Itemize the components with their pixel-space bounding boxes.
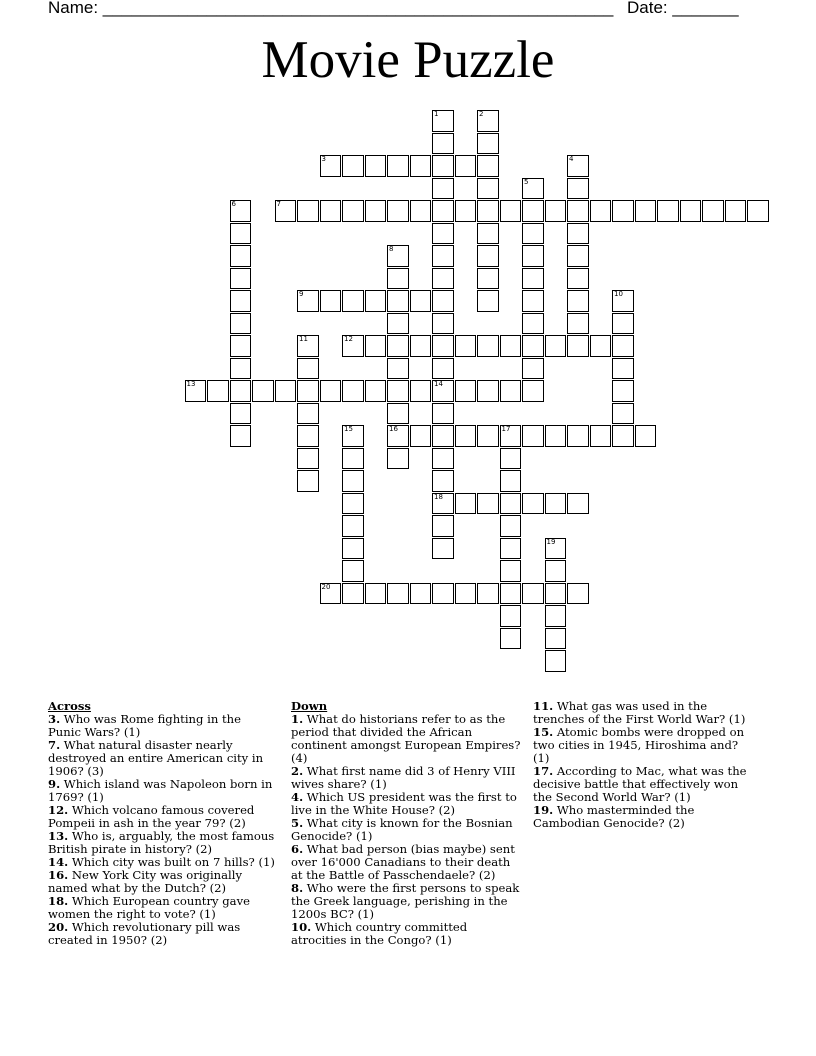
grid-cell[interactable] [522,200,544,222]
grid-cell[interactable] [365,583,387,605]
grid-cell[interactable] [567,313,589,335]
grid-cell[interactable] [297,380,319,402]
grid-cell[interactable] [275,380,297,402]
grid-cell[interactable] [500,628,522,650]
grid-cell[interactable] [477,493,499,515]
grid-cell[interactable] [387,583,409,605]
across-heading: Across [48,699,91,713]
grid-cell[interactable] [410,380,432,402]
grid-cell[interactable] [432,313,454,335]
grid-cell[interactable] [342,200,364,222]
grid-cell[interactable] [477,380,499,402]
clue-item [48,869,276,895]
grid-cell[interactable] [567,493,589,515]
down-clue-list [291,713,523,947]
grid-cell[interactable] [387,268,409,290]
clue-item-text: What do historians refer to as the period that divided the African continent amongst European Empires? (4) [291,712,521,765]
grid-cell[interactable] [230,380,252,402]
clue-item [533,804,758,830]
clue-item-text: Which revolutionary pill was created in 1950? (2) [48,920,241,947]
clue-item-text: New York City was originally named what by the Dutch? (2) [48,868,242,895]
grid-cell[interactable] [545,200,567,222]
grid-cell[interactable] [522,425,544,447]
grid-cell[interactable] [432,155,454,177]
clue-item-text: What bad person (bias maybe) sent over 16'000 Canadians to their death at the Battle of Passchendaele? (2) [291,842,515,882]
clue-number: 17 [501,425,511,433]
clue-item [291,791,523,817]
clue-number: 19 [546,537,556,546]
grid-cell[interactable] [342,155,364,177]
grid-cell[interactable] [567,223,589,245]
grid-cell[interactable] [612,425,634,447]
grid-cell[interactable] [387,425,409,447]
grid-cell[interactable] [432,380,454,402]
clue-item [533,700,758,726]
clue-item [48,739,276,778]
grid-cell[interactable] [500,538,522,560]
grid-cell[interactable] [612,335,634,357]
grid-cell[interactable] [320,380,342,402]
clue-item-text: Which European country gave women the right to vote? (1) [48,894,250,921]
clue-number: 5 [524,177,529,186]
clue-item-text: What natural disaster nearly destroyed an entire American city in 1906? (3) [48,738,264,778]
grid-cell[interactable] [387,358,409,380]
grid-cell[interactable] [545,538,567,560]
grid-cell[interactable] [522,493,544,515]
grid-cell[interactable] [230,290,252,312]
clue-number: 16 [389,425,398,433]
clue-item-text: Atomic bombs were dropped on two cities in 1945, Hiroshima and? (1) [533,725,745,765]
grid-cell[interactable] [230,313,252,335]
grid-cell[interactable] [567,335,589,357]
clue-item-number: 3. [48,712,61,726]
grid-cell[interactable] [432,110,454,132]
grid-cell[interactable] [252,380,274,402]
grid-cell[interactable] [500,200,522,222]
grid-cell[interactable] [387,155,409,177]
grid-cell[interactable] [432,403,454,425]
clue-item-text: Which US president was the first to live in the White House? (2) [291,790,517,817]
grid-cell[interactable] [477,155,499,177]
grid-cell[interactable] [477,133,499,155]
date-field-label: Date: _______ [627,0,739,17]
clue-number: 11 [299,335,308,343]
clue-item-text: What gas was used in the trenches of the First World War? (1) [533,699,746,726]
clue-number: 15 [344,425,353,433]
grid-cell[interactable] [702,200,724,222]
grid-cell[interactable] [432,133,454,155]
grid-cell[interactable] [432,493,454,515]
clue-item [533,726,758,765]
grid-cell[interactable] [567,200,589,222]
grid-cell[interactable] [590,335,612,357]
grid-cell[interactable] [612,290,634,312]
grid-cell[interactable] [410,425,432,447]
clue-number: 14 [434,380,443,388]
clue-item-text: Which city was built on 7 hills? (1) [68,855,275,869]
clue-number: 2 [479,110,484,118]
clue-item-text: Which volcano famous covered Pompeii in ash in the year 79? (2) [48,803,255,830]
clue-item-number: 8. [291,881,304,895]
grid-cell[interactable] [342,538,364,560]
grid-cell[interactable] [342,335,364,357]
grid-cell[interactable] [432,448,454,470]
grid-cell[interactable] [567,290,589,312]
clue-number: 9 [299,290,304,298]
grid-cell[interactable] [477,290,499,312]
grid-cell[interactable] [230,403,252,425]
grid-cell[interactable] [320,155,342,177]
grid-cell[interactable] [432,538,454,560]
grid-cell[interactable] [185,380,207,402]
clue-item-number: 17. [533,764,554,778]
grid-cell[interactable] [612,358,634,380]
grid-cell[interactable] [455,380,477,402]
grid-cell[interactable] [612,313,634,335]
grid-cell[interactable] [432,515,454,537]
clue-item-text: Who was Rome fighting in the Punic Wars? (1) [48,712,241,739]
grid-cell[interactable] [297,403,319,425]
grid-cell[interactable] [275,200,297,222]
clue-item [291,713,523,765]
clue-item [48,778,276,804]
clue-item-number: 9. [48,777,61,791]
clue-item [291,765,523,791]
grid-cell[interactable] [522,290,544,312]
clue-number: 12 [344,335,353,343]
grid-cell[interactable] [342,290,364,312]
clue-item-text: What city is known for the Bosnian Genocide? (1) [291,816,513,843]
grid-cell[interactable] [590,200,612,222]
clue-item-text: Which island was Napoleon born in 1769? (1) [48,777,273,804]
grid-cell[interactable] [522,178,544,200]
grid-cell[interactable] [612,200,634,222]
grid-cell[interactable] [320,200,342,222]
clue-item-number: 4. [291,790,304,804]
grid-cell[interactable] [545,628,567,650]
grid-cell[interactable] [432,200,454,222]
grid-cell[interactable] [567,583,589,605]
grid-cell[interactable] [680,200,702,222]
grid-cell[interactable] [477,268,499,290]
grid-cell[interactable] [477,110,499,132]
clue-item-number: 20. [48,920,69,934]
grid-cell[interactable] [522,223,544,245]
clue-item [48,895,276,921]
grid-cell[interactable] [342,493,364,515]
grid-cell[interactable] [567,155,589,177]
grid-cell[interactable] [342,470,364,492]
grid-cell[interactable] [567,268,589,290]
grid-cell[interactable] [342,583,364,605]
grid-cell[interactable] [545,650,567,672]
grid-cell[interactable] [230,425,252,447]
grid-cell[interactable] [387,245,409,267]
clue-item [291,817,523,843]
clue-item [291,921,523,947]
grid-cell[interactable] [545,335,567,357]
grid-cell[interactable] [320,290,342,312]
grid-cell[interactable] [455,425,477,447]
grid-cell[interactable] [612,403,634,425]
grid-cell[interactable] [365,380,387,402]
clue-item-number: 6. [291,842,304,856]
grid-cell[interactable] [545,583,567,605]
grid-cell[interactable] [342,380,364,402]
grid-cell[interactable] [567,178,589,200]
grid-cell[interactable] [567,425,589,447]
clue-item-text: According to Mac, what was the decisive battle that effectively won the Second World War? (1) [533,764,747,804]
grid-cell[interactable] [545,605,567,627]
name-field-label: Name: ______________________________________________________ [48,0,614,17]
grid-cell[interactable] [500,380,522,402]
grid-cell[interactable] [410,200,432,222]
grid-cell[interactable] [500,448,522,470]
grid-cell[interactable] [365,335,387,357]
grid-cell[interactable] [477,178,499,200]
grid-cell[interactable] [612,380,634,402]
page-title: Movie Puzzle [261,31,555,89]
clue-item [48,804,276,830]
clue-item [291,882,523,921]
down-heading: Down [291,699,328,713]
grid-cell[interactable] [297,358,319,380]
clue-number: 20 [321,582,331,591]
grid-cell[interactable] [432,335,454,357]
grid-cell[interactable] [365,200,387,222]
grid-cell[interactable] [387,403,409,425]
grid-cell[interactable] [477,223,499,245]
grid-cell[interactable] [387,380,409,402]
grid-cell[interactable] [320,583,342,605]
clue-item-number: 1. [291,712,304,726]
grid-cell[interactable] [455,200,477,222]
grid-cell[interactable] [432,425,454,447]
grid-cell[interactable] [477,245,499,267]
grid-cell[interactable] [342,448,364,470]
clue-item-number: 15. [533,725,554,739]
clue-number: 13 [186,380,196,388]
clue-item-number: 16. [48,868,69,882]
grid-cell[interactable] [522,380,544,402]
grid-cell[interactable] [387,200,409,222]
grid-cell[interactable] [477,200,499,222]
grid-cell[interactable] [500,560,522,582]
grid-cell[interactable] [432,245,454,267]
grid-cell[interactable] [230,200,252,222]
grid-cell[interactable] [500,583,522,605]
grid-cell[interactable] [297,290,319,312]
grid-cell[interactable] [455,335,477,357]
grid-cell[interactable] [432,290,454,312]
clue-item-number: 2. [291,764,304,778]
grid-cell[interactable] [500,470,522,492]
down-clues [291,700,523,947]
grid-cell[interactable] [545,560,567,582]
grid-cell[interactable] [230,335,252,357]
clue-number: 7 [276,200,281,208]
grid-cell[interactable] [387,290,409,312]
grid-cell[interactable] [432,178,454,200]
grid-cell[interactable] [410,583,432,605]
clue-item-text: Who masterminded the Cambodian Genocide? (2) [533,803,695,830]
grid-cell[interactable] [342,560,364,582]
clue-number: 3 [321,155,326,163]
grid-cell[interactable] [522,358,544,380]
grid-cell[interactable] [500,425,522,447]
down-clues-continued [533,700,758,830]
grid-cell[interactable] [230,245,252,267]
grid-cell[interactable] [432,583,454,605]
grid-cell[interactable] [455,493,477,515]
grid-cell[interactable] [297,448,319,470]
grid-cell[interactable] [522,268,544,290]
grid-cell[interactable] [500,335,522,357]
clue-item-number: 12. [48,803,69,817]
grid-cell[interactable] [432,470,454,492]
grid-cell[interactable] [297,335,319,357]
grid-cell[interactable] [432,268,454,290]
grid-cell[interactable] [365,290,387,312]
grid-cell[interactable] [410,335,432,357]
grid-cell[interactable] [410,155,432,177]
clue-item-number: 19. [533,803,554,817]
down-clue-list-continued [533,700,758,830]
grid-cell[interactable] [545,493,567,515]
clue-item-text: Who were the first persons to speak the Greek language, perishing in the 1200s BC? (1) [291,881,520,921]
clue-item-number: 5. [291,816,304,830]
clue-item [533,765,758,804]
grid-cell[interactable] [567,245,589,267]
grid-cell[interactable] [297,425,319,447]
grid-cell[interactable] [747,200,769,222]
clue-item-text: Who is, arguably, the most famous British pirate in history? (2) [48,829,275,856]
grid-cell[interactable] [432,223,454,245]
grid-cell[interactable] [365,155,387,177]
grid-cell[interactable] [522,313,544,335]
grid-cell[interactable] [590,425,612,447]
grid-cell[interactable] [635,200,657,222]
clue-item-number: 13. [48,829,69,843]
clue-item-number: 14. [48,855,69,869]
grid-cell[interactable] [230,358,252,380]
grid-cell[interactable] [657,200,679,222]
grid-cell[interactable] [230,223,252,245]
grid-cell[interactable] [477,425,499,447]
clue-number: 18 [434,492,443,501]
clue-item-number: 11. [533,699,554,713]
grid-cell[interactable] [522,245,544,267]
grid-cell[interactable] [432,358,454,380]
clue-number: 1 [434,110,439,118]
across-clues [48,700,276,947]
clue-number: 10 [614,290,623,298]
grid-cell[interactable] [387,448,409,470]
grid-cell[interactable] [500,605,522,627]
clue-item-text: What first name did 3 of Henry VIII wives share? (1) [291,764,516,791]
grid-cell[interactable] [522,335,544,357]
clue-item-number: 7. [48,738,61,752]
clue-item [291,843,523,882]
clue-item [48,921,276,947]
grid-cell[interactable] [387,335,409,357]
grid-cell[interactable] [500,493,522,515]
grid-cell[interactable] [387,313,409,335]
grid-cell[interactable] [297,470,319,492]
clue-item-number: 18. [48,894,69,908]
clue-item-number: 10. [291,920,312,934]
grid-cell[interactable] [545,425,567,447]
grid-cell[interactable] [635,425,657,447]
grid-cell[interactable] [500,515,522,537]
clue-number: 4 [569,155,574,163]
grid-cell[interactable] [477,335,499,357]
grid-cell[interactable] [342,425,364,447]
grid-cell[interactable] [455,583,477,605]
grid-cell[interactable] [230,268,252,290]
across-clue-list [48,713,276,947]
grid-cell[interactable] [342,515,364,537]
clue-number: 6 [231,200,236,208]
grid-cell[interactable] [410,290,432,312]
grid-cell[interactable] [522,583,544,605]
grid-cell[interactable] [725,200,747,222]
clue-item-text: Which country committed atrocities in the Congo? (1) [291,920,468,947]
clue-number: 8 [389,245,394,253]
clue-item [48,713,276,739]
grid-cell[interactable] [455,155,477,177]
grid-cell[interactable] [477,583,499,605]
grid-cell[interactable] [207,380,229,402]
grid-cell[interactable] [297,200,319,222]
clue-item [48,830,276,856]
